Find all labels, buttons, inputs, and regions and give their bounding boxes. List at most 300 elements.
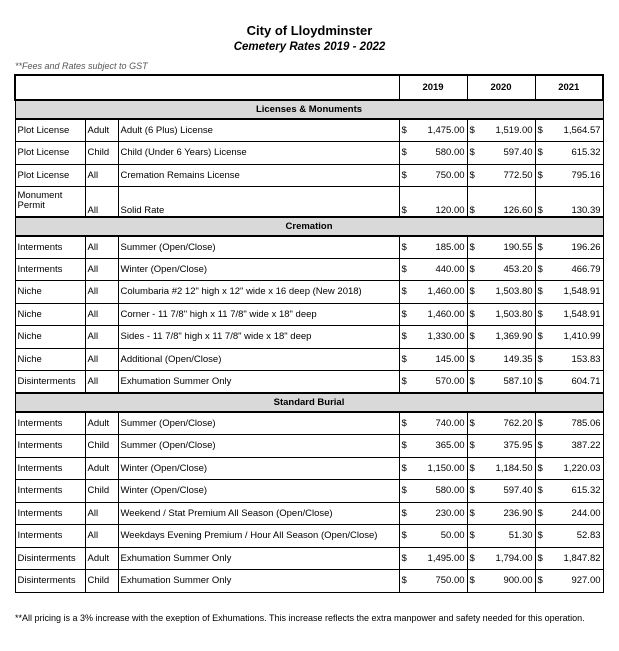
currency-symbol: $ — [537, 204, 543, 216]
currency-symbol: $ — [469, 418, 475, 429]
price-wrap — [470, 376, 533, 387]
price-wrap — [402, 575, 465, 586]
footnote: **All pricing is a 3% increase with the exeption of Exhumations. This increase reflects the extra manpower and safety needed for this operation. — [15, 613, 585, 623]
currency-symbol: $ — [469, 353, 475, 365]
table-row — [15, 412, 603, 435]
description-cell: Weekdays Evening Premium / Hour All Season (Open/Close) — [118, 525, 399, 548]
price-wrap — [402, 440, 465, 451]
currency-symbol: $ — [469, 462, 475, 474]
currency-symbol: $ — [401, 552, 407, 564]
rates-table-body — [15, 75, 603, 592]
table-row — [15, 142, 603, 165]
description-cell: Winter (Open/Close) — [118, 457, 399, 480]
price-wrap — [402, 309, 465, 320]
price-wrap — [402, 125, 465, 136]
price-amount: 795.16 — [571, 169, 601, 181]
price-cell-2021 — [535, 258, 603, 281]
currency-symbol: $ — [537, 263, 543, 275]
service-type-cell: Plot License — [15, 142, 85, 165]
currency-symbol: $ — [401, 331, 407, 343]
price-cell-2020 — [467, 348, 535, 371]
price-wrap — [402, 530, 465, 541]
price-wrap — [470, 575, 533, 586]
description-cell: Summer (Open/Close) — [118, 412, 399, 435]
price-wrap — [538, 463, 601, 474]
section-title: Licenses & Monuments — [15, 100, 603, 119]
price-amount: 1,564.57 — [563, 125, 601, 136]
category-cell: Adult — [85, 119, 118, 142]
price-amount: 185.00 — [435, 241, 465, 253]
currency-symbol: $ — [401, 440, 407, 452]
description-cell: Cremation Remains License — [118, 164, 399, 187]
table-row — [15, 236, 603, 259]
price-cell-2021 — [535, 570, 603, 593]
price-cell-2019 — [399, 326, 467, 349]
description-cell: Corner - 11 7/8" high x 11 7/8" wide x 18" deep — [118, 303, 399, 326]
price-wrap — [538, 286, 601, 297]
description-cell: Adult (6 Plus) License — [118, 119, 399, 142]
service-type-cell: Interments — [15, 457, 85, 480]
category-cell: All — [85, 164, 118, 187]
price-wrap — [538, 376, 601, 387]
price-wrap — [470, 508, 533, 519]
price-cell-2019 — [399, 371, 467, 394]
price-amount: 615.32 — [571, 485, 601, 497]
section-header-row — [15, 100, 603, 119]
price-cell-2019 — [399, 547, 467, 570]
price-wrap — [538, 553, 601, 564]
currency-symbol: $ — [469, 204, 475, 216]
service-type-cell: Niche — [15, 281, 85, 304]
currency-symbol: $ — [469, 241, 475, 253]
price-amount: 1,410.99 — [563, 331, 601, 343]
service-type-cell: Disinterments — [15, 570, 85, 593]
category-cell: Adult — [85, 412, 118, 435]
currency-symbol: $ — [401, 418, 407, 429]
currency-symbol: $ — [537, 125, 543, 136]
price-amount: 375.95 — [503, 440, 533, 452]
price-wrap — [402, 242, 465, 253]
price-amount: 740.00 — [435, 418, 465, 429]
price-amount: 52.83 — [576, 530, 601, 542]
price-wrap — [402, 463, 465, 474]
currency-symbol: $ — [537, 353, 543, 365]
currency-symbol: $ — [537, 308, 543, 320]
price-amount: 580.00 — [435, 147, 465, 159]
service-type-cell: Disinterments — [15, 547, 85, 570]
price-cell-2021 — [535, 480, 603, 503]
table-row — [15, 525, 603, 548]
description-cell: Summer (Open/Close) — [118, 435, 399, 458]
price-cell-2021 — [535, 164, 603, 187]
price-amount: 51.30 — [508, 530, 533, 542]
price-amount: 1,330.00 — [427, 331, 465, 343]
currency-symbol: $ — [469, 169, 475, 181]
price-amount: 785.06 — [571, 418, 601, 429]
currency-symbol: $ — [469, 552, 475, 564]
price-amount: 762.20 — [503, 418, 533, 429]
currency-symbol: $ — [401, 147, 407, 159]
price-wrap — [470, 205, 533, 216]
category-cell: All — [85, 348, 118, 371]
price-amount: 587.10 — [503, 376, 533, 387]
price-cell-2019 — [399, 258, 467, 281]
price-cell-2021 — [535, 371, 603, 394]
price-wrap — [470, 331, 533, 342]
category-cell: All — [85, 187, 118, 217]
category-cell: Child — [85, 142, 118, 165]
price-amount: 190.55 — [503, 241, 533, 253]
service-type-cell: Interments — [15, 525, 85, 548]
price-wrap — [402, 485, 465, 496]
price-wrap — [538, 170, 601, 181]
description-cell: Exhumation Summer Only — [118, 547, 399, 570]
price-cell-2021 — [535, 525, 603, 548]
table-row — [15, 348, 603, 371]
price-cell-2019 — [399, 303, 467, 326]
price-amount: 153.83 — [571, 353, 601, 365]
service-type-cell: Niche — [15, 303, 85, 326]
description-cell: Columbaria #2 12" high x 12" wide x 16 deep (New 2018) — [118, 281, 399, 304]
price-amount: 196.26 — [571, 241, 601, 253]
price-cell-2020 — [467, 119, 535, 142]
category-cell: Adult — [85, 547, 118, 570]
price-cell-2021 — [535, 303, 603, 326]
price-cell-2021 — [535, 326, 603, 349]
currency-symbol: $ — [537, 376, 543, 387]
currency-symbol: $ — [401, 485, 407, 497]
table-row — [15, 457, 603, 480]
table-row — [15, 371, 603, 394]
price-amount: 750.00 — [435, 575, 465, 587]
price-wrap — [402, 376, 465, 387]
price-wrap — [538, 125, 601, 136]
year-header-row — [15, 75, 603, 100]
price-cell-2019 — [399, 480, 467, 503]
price-cell-2019 — [399, 525, 467, 548]
price-wrap — [538, 147, 601, 158]
table-row — [15, 164, 603, 187]
price-cell-2019 — [399, 412, 467, 435]
price-amount: 597.40 — [503, 147, 533, 159]
service-type-cell: Interments — [15, 502, 85, 525]
description-cell: Sides - 11 7/8" high x 11 7/8" wide x 18" deep — [118, 326, 399, 349]
currency-symbol: $ — [401, 507, 407, 519]
service-type-cell: Monument Permit — [15, 187, 85, 217]
description-cell: Winter (Open/Close) — [118, 258, 399, 281]
currency-symbol: $ — [401, 575, 407, 587]
table-row — [15, 119, 603, 142]
category-cell: Child — [85, 435, 118, 458]
currency-symbol: $ — [401, 462, 407, 474]
price-wrap — [402, 331, 465, 342]
price-cell-2020 — [467, 303, 535, 326]
price-cell-2019 — [399, 457, 467, 480]
price-amount: 570.00 — [435, 376, 465, 387]
price-wrap — [470, 418, 533, 429]
price-cell-2019 — [399, 236, 467, 259]
currency-symbol: $ — [469, 376, 475, 387]
price-cell-2020 — [467, 142, 535, 165]
currency-symbol: $ — [537, 286, 543, 298]
service-type-cell: Niche — [15, 326, 85, 349]
price-amount: 1,519.00 — [495, 125, 533, 136]
currency-symbol: $ — [537, 241, 543, 253]
service-type-cell: Plot License — [15, 164, 85, 187]
currency-symbol: $ — [401, 263, 407, 275]
price-amount: 126.60 — [503, 204, 533, 216]
description-cell: Winter (Open/Close) — [118, 480, 399, 503]
price-cell-2019 — [399, 164, 467, 187]
price-cell-2019 — [399, 187, 467, 217]
currency-symbol: $ — [469, 331, 475, 343]
price-wrap — [538, 242, 601, 253]
price-wrap — [538, 485, 601, 496]
price-cell-2020 — [467, 164, 535, 187]
price-cell-2021 — [535, 547, 603, 570]
price-cell-2021 — [535, 187, 603, 217]
price-amount: 466.79 — [571, 263, 601, 275]
table-row — [15, 502, 603, 525]
table-row — [15, 303, 603, 326]
table-row — [15, 326, 603, 349]
price-wrap — [402, 264, 465, 275]
category-cell: All — [85, 258, 118, 281]
price-amount: 244.00 — [571, 507, 601, 519]
price-amount: 1,495.00 — [427, 552, 465, 564]
category-cell: All — [85, 525, 118, 548]
currency-symbol: $ — [469, 125, 475, 136]
price-wrap — [402, 205, 465, 216]
service-type-cell: Interments — [15, 258, 85, 281]
currency-symbol: $ — [537, 507, 543, 519]
price-cell-2021 — [535, 119, 603, 142]
price-cell-2020 — [467, 480, 535, 503]
currency-symbol: $ — [537, 169, 543, 181]
price-wrap — [538, 205, 601, 216]
table-row — [15, 547, 603, 570]
price-cell-2020 — [467, 525, 535, 548]
price-cell-2019 — [399, 281, 467, 304]
table-row — [15, 570, 603, 593]
price-amount: 120.00 — [435, 204, 465, 216]
price-cell-2020 — [467, 187, 535, 217]
category-cell: All — [85, 281, 118, 304]
price-cell-2021 — [535, 142, 603, 165]
price-cell-2019 — [399, 502, 467, 525]
page-title: City of Lloydminster — [246, 23, 373, 38]
currency-symbol: $ — [401, 204, 407, 216]
currency-symbol: $ — [537, 485, 543, 497]
table-row — [15, 281, 603, 304]
currency-symbol: $ — [537, 530, 543, 542]
service-type-cell: Interments — [15, 435, 85, 458]
price-cell-2020 — [467, 412, 535, 435]
price-wrap — [470, 170, 533, 181]
category-cell: Child — [85, 480, 118, 503]
currency-symbol: $ — [537, 575, 543, 587]
price-amount: 772.50 — [503, 169, 533, 181]
description-cell: Additional (Open/Close) — [118, 348, 399, 371]
price-cell-2019 — [399, 435, 467, 458]
category-cell: All — [85, 303, 118, 326]
currency-symbol: $ — [469, 530, 475, 542]
table-row — [15, 258, 603, 281]
price-wrap — [538, 331, 601, 342]
currency-symbol: $ — [469, 507, 475, 519]
price-amount: 236.90 — [503, 507, 533, 519]
price-wrap — [402, 553, 465, 564]
price-wrap — [402, 354, 465, 365]
price-wrap — [538, 575, 601, 586]
price-cell-2021 — [535, 412, 603, 435]
year-header-2019: 2019 — [399, 75, 467, 100]
currency-symbol: $ — [537, 147, 543, 159]
price-amount: 387.22 — [571, 440, 601, 452]
category-cell: All — [85, 371, 118, 394]
price-wrap — [470, 553, 533, 564]
price-amount: 1,503.80 — [495, 308, 533, 320]
price-amount: 230.00 — [435, 507, 465, 519]
currency-symbol: $ — [469, 147, 475, 159]
description-cell: Solid Rate — [118, 187, 399, 217]
price-amount: 453.20 — [503, 263, 533, 275]
price-wrap — [402, 508, 465, 519]
section-title: Cremation — [15, 217, 603, 236]
currency-symbol: $ — [401, 125, 407, 136]
currency-symbol: $ — [469, 485, 475, 497]
service-type-cell: Plot License — [15, 119, 85, 142]
price-wrap — [470, 147, 533, 158]
price-cell-2020 — [467, 502, 535, 525]
currency-symbol: $ — [469, 575, 475, 587]
price-amount: 1,150.00 — [427, 462, 465, 474]
price-wrap — [470, 286, 533, 297]
price-amount: 750.00 — [435, 169, 465, 181]
year-header-blank — [15, 75, 399, 100]
price-amount: 1,794.00 — [495, 552, 533, 564]
currency-symbol: $ — [401, 241, 407, 253]
price-amount: 1,548.91 — [563, 308, 601, 320]
section-header-row — [15, 217, 603, 236]
price-wrap — [538, 354, 601, 365]
price-wrap — [470, 354, 533, 365]
price-wrap — [402, 286, 465, 297]
price-wrap — [470, 530, 533, 541]
currency-symbol: $ — [401, 530, 407, 542]
price-cell-2019 — [399, 570, 467, 593]
price-cell-2020 — [467, 570, 535, 593]
currency-symbol: $ — [537, 331, 543, 343]
currency-symbol: $ — [401, 376, 407, 387]
price-amount: 1,460.00 — [427, 308, 465, 320]
price-amount: 1,184.50 — [495, 462, 533, 474]
section-title: Standard Burial — [15, 393, 603, 412]
price-wrap — [538, 508, 601, 519]
rates-table — [14, 74, 604, 593]
price-amount: 1,369.90 — [495, 331, 533, 343]
table-row — [15, 480, 603, 503]
table-row — [15, 435, 603, 458]
price-amount: 927.00 — [571, 575, 601, 587]
currency-symbol: $ — [469, 440, 475, 452]
price-cell-2020 — [467, 547, 535, 570]
price-amount: 604.71 — [571, 376, 601, 387]
category-cell: All — [85, 326, 118, 349]
gst-note: **Fees and Rates subject to GST — [15, 61, 148, 71]
price-amount: 149.35 — [503, 353, 533, 365]
description-cell: Exhumation Summer Only — [118, 570, 399, 593]
price-wrap — [470, 440, 533, 451]
price-wrap — [402, 147, 465, 158]
description-cell: Exhumation Summer Only — [118, 371, 399, 394]
service-type-cell: Disinterments — [15, 371, 85, 394]
service-type-cell: Interments — [15, 236, 85, 259]
price-amount: 580.00 — [435, 485, 465, 497]
price-cell-2021 — [535, 457, 603, 480]
price-amount: 1,548.91 — [563, 286, 601, 298]
price-wrap — [538, 309, 601, 320]
currency-symbol: $ — [537, 462, 543, 474]
price-cell-2021 — [535, 502, 603, 525]
currency-symbol: $ — [469, 286, 475, 298]
price-amount: 145.00 — [435, 353, 465, 365]
price-wrap — [470, 309, 533, 320]
price-cell-2020 — [467, 457, 535, 480]
currency-symbol: $ — [537, 418, 543, 429]
description-cell: Weekend / Stat Premium All Season (Open/Close) — [118, 502, 399, 525]
year-header-2021: 2021 — [535, 75, 603, 100]
price-wrap — [470, 242, 533, 253]
currency-symbol: $ — [537, 440, 543, 452]
price-amount: 1,460.00 — [427, 286, 465, 298]
price-wrap — [470, 125, 533, 136]
price-wrap — [470, 264, 533, 275]
price-wrap — [538, 530, 601, 541]
price-cell-2020 — [467, 371, 535, 394]
currency-symbol: $ — [469, 263, 475, 275]
price-cell-2019 — [399, 142, 467, 165]
price-cell-2021 — [535, 435, 603, 458]
price-cell-2020 — [467, 236, 535, 259]
price-amount: 1,220.03 — [563, 462, 601, 474]
price-cell-2021 — [535, 281, 603, 304]
service-type-cell: Interments — [15, 412, 85, 435]
description-cell: Summer (Open/Close) — [118, 236, 399, 259]
price-amount: 365.00 — [435, 440, 465, 452]
price-wrap — [538, 264, 601, 275]
price-amount: 440.00 — [435, 263, 465, 275]
page-subtitle: Cemetery Rates 2019 - 2022 — [233, 41, 386, 53]
service-type-cell: Niche — [15, 348, 85, 371]
price-amount: 900.00 — [503, 575, 533, 587]
price-wrap — [402, 170, 465, 181]
price-amount: 50.00 — [440, 530, 465, 542]
price-wrap — [538, 440, 601, 451]
table-row — [15, 187, 603, 217]
currency-symbol: $ — [537, 552, 543, 564]
service-type-cell: Interments — [15, 480, 85, 503]
price-cell-2019 — [399, 348, 467, 371]
price-cell-2019 — [399, 119, 467, 142]
price-cell-2021 — [535, 236, 603, 259]
category-cell: All — [85, 502, 118, 525]
price-wrap — [470, 485, 533, 496]
category-cell: Child — [85, 570, 118, 593]
category-cell: All — [85, 236, 118, 259]
currency-symbol: $ — [401, 169, 407, 181]
price-amount: 1,475.00 — [427, 125, 465, 136]
